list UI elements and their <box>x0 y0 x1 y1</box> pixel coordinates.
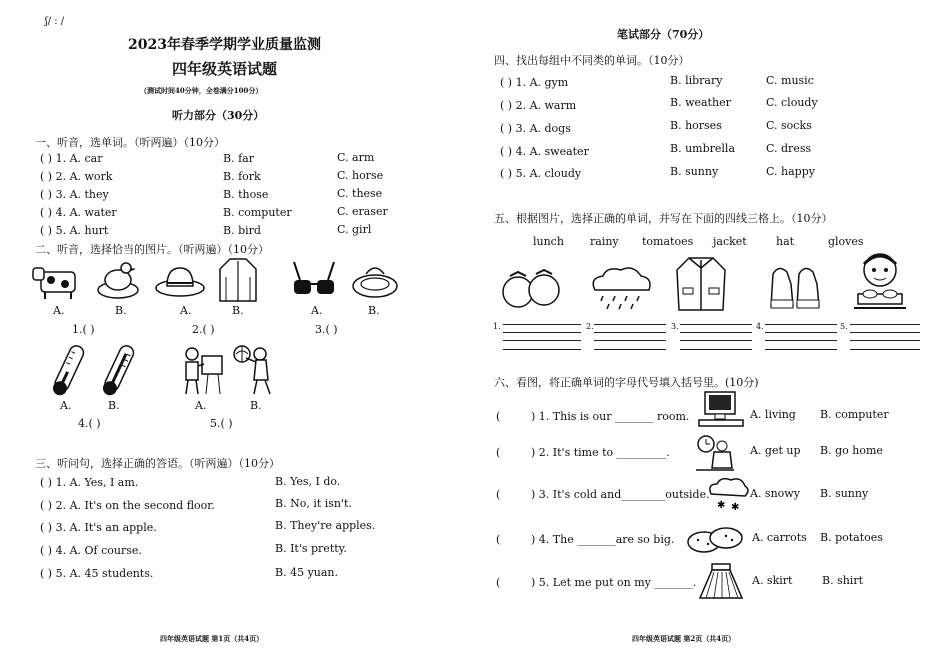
section4-q2-b: B. weather <box>670 96 731 109</box>
page2-footer: 四年级英语试题 第2页（共4页） <box>632 634 736 643</box>
section6-q5: ) 5. Let me put on my _______. <box>531 576 697 589</box>
section1-q3-c: C. these <box>337 187 383 200</box>
section6-q5-b: B. shirt <box>822 574 864 587</box>
word-bank-item: hat <box>776 235 795 248</box>
section4-q5-b: B. sunny <box>670 165 719 178</box>
option-label: A. <box>60 399 72 412</box>
section4-q5: ( ) 5. A. cloudy <box>500 167 582 180</box>
section1-q1-c: C. arm <box>337 151 375 164</box>
section6-q1-b: B. computer <box>820 408 889 421</box>
option-label: A. <box>180 304 192 317</box>
answer-blank: 3.( ) <box>315 323 338 336</box>
section6-q4-a: A. carrots <box>752 531 807 544</box>
section4-q4: ( ) 4. A. sweater <box>500 145 589 158</box>
skirt-icon <box>698 562 744 602</box>
section3-q5-b: B. 45 yuan. <box>275 566 339 579</box>
section6-q2-b: B. go home <box>820 444 883 457</box>
corner-mark: ʃ/ : / <box>45 16 65 27</box>
written-part-heading: 笔试部分（70分） <box>617 28 710 41</box>
cow-icon <box>33 262 83 300</box>
section6-paren: ( <box>496 533 501 546</box>
section3-q5: ( ) 5. A. 45 students. <box>40 567 154 580</box>
word-bank-item: tomatoes <box>642 235 694 248</box>
writing-number: 5. <box>840 322 848 331</box>
section1-q2-b: B. fork <box>223 170 261 183</box>
answer-blank: 2.( ) <box>192 323 215 336</box>
section1-q3: ( ) 3. A. they <box>40 188 109 201</box>
svg-text:✱: ✱ <box>717 500 726 511</box>
option-label: B. <box>232 304 244 317</box>
section2-heading: 二、听音，选择恰当的图片。（听两遍）（10分） <box>35 243 269 256</box>
word-bank-item: rainy <box>590 235 619 248</box>
svg-text:✱: ✱ <box>731 502 740 513</box>
answer-blank: 1.( ) <box>72 323 95 336</box>
option-label: A. <box>53 304 65 317</box>
clock-boy-icon <box>692 432 736 472</box>
boat-icon <box>350 260 400 300</box>
section1-q3-b: B. those <box>223 188 269 201</box>
page1-footer: 四年级英语试题 第1页（共4页） <box>160 634 264 643</box>
section3-q3: ( ) 3. A. It's an apple. <box>40 521 157 534</box>
computer-icon <box>697 390 745 428</box>
word-bank-item: gloves <box>828 235 864 248</box>
section6-q3-b: B. sunny <box>820 487 869 500</box>
option-label: A. <box>311 304 323 317</box>
section6-q4-b: B. potatoes <box>820 531 883 544</box>
section6-paren: ( <box>496 576 501 589</box>
section4-q4-c: C. dress <box>766 142 812 155</box>
section3-q1-b: B. Yes, I do. <box>275 475 341 488</box>
answer-blank: 4.( ) <box>78 417 101 430</box>
section1-q2: ( ) 2. A. work <box>40 170 113 183</box>
section4-q5-c: C. happy <box>766 165 815 178</box>
section4-q1: ( ) 1. A. gym <box>500 76 569 89</box>
snow-cloud-icon <box>705 476 751 512</box>
hat-icon <box>155 264 205 298</box>
word-bank-item: lunch <box>533 235 564 248</box>
answer-blank: 5.( ) <box>210 417 233 430</box>
section3-q3-b: B. They're apples. <box>275 519 376 532</box>
gloves-icon <box>765 260 825 312</box>
section3-q4: ( ) 4. A. Of course. <box>40 544 142 557</box>
section1-q1: ( ) 1. A. car <box>40 152 103 165</box>
coat-icon <box>218 257 258 303</box>
section1-heading: 一、听音，选单词。（听两遍）（10分） <box>35 136 225 149</box>
jacket-icon <box>675 254 727 314</box>
writing-number: 1. <box>493 322 501 331</box>
word-bank-item: jacket <box>713 235 747 248</box>
section5-heading: 五、根据图片，选择正确的单词，并写在下面的四线三格上。（10分） <box>494 212 833 225</box>
section6-q3: ) 3. It's cold and________outside. <box>531 488 710 501</box>
section4-q2: ( ) 2. A. warm <box>500 99 577 112</box>
section4-q3-c: C. socks <box>766 119 812 132</box>
hen-icon <box>96 260 140 300</box>
section3-q1: ( ) 1. A. Yes, I am. <box>40 476 139 489</box>
section6-q4: ) 4. The _______are so big. <box>531 533 675 546</box>
listening-part-heading: 听力部分（30分） <box>172 109 265 122</box>
section4-q1-b: B. library <box>670 74 723 87</box>
section3-q4-b: B. It's pretty. <box>275 542 347 555</box>
thermometer-icon <box>50 342 86 400</box>
potatoes-icon <box>686 524 746 554</box>
option-label: A. <box>195 399 207 412</box>
section6-q3-a: A. snowy <box>750 487 800 500</box>
rain-cloud-icon <box>585 264 657 312</box>
section6-paren: ( <box>496 410 501 423</box>
writing-number: 2. <box>586 322 594 331</box>
section1-q4-b: B. computer <box>223 206 292 219</box>
writing-number: 3. <box>671 322 679 331</box>
lunch-boy-icon <box>852 250 908 314</box>
section4-q3: ( ) 3. A. dogs <box>500 122 571 135</box>
section4-q3-b: B. horses <box>670 119 722 132</box>
painting-icon <box>178 346 226 396</box>
section1-q5-c: C. girl <box>337 223 372 236</box>
exam-title: 2023年春季学期学业质量监测 <box>128 37 321 53</box>
writing-number: 4. <box>756 322 764 331</box>
section6-paren: ( <box>496 446 501 459</box>
section4-heading: 四、找出每组中不同类的单词。（10分） <box>494 54 690 67</box>
section6-q1: ) 1. This is our _______ room. <box>531 410 690 423</box>
glasses-icon <box>290 260 338 300</box>
section6-heading: 六、看图，将正确单词的字母代号填入括号里。(10分) <box>494 376 759 389</box>
option-label: B. <box>368 304 380 317</box>
section3-q2-b: B. No, it isn't. <box>275 497 352 510</box>
section1-q5-b: B. bird <box>223 224 261 237</box>
section6-q1-a: A. living <box>750 408 796 421</box>
section1-q5: ( ) 5. A. hurt <box>40 224 109 237</box>
section3-q2: ( ) 2. A. It's on the second floor. <box>40 499 215 512</box>
section4-q1-c: C. music <box>766 74 814 87</box>
section6-q2: ) 2. It's time to _________. <box>531 446 670 459</box>
thermometer-icon <box>100 342 136 400</box>
section6-q5-a: A. skirt <box>752 574 793 587</box>
section6-paren: ( <box>496 488 501 501</box>
tomato-icon <box>500 262 564 310</box>
option-label: B. <box>250 399 262 412</box>
option-label: B. <box>115 304 127 317</box>
section1-q4-c: C. eraser <box>337 205 388 218</box>
section1-q1-b: B. far <box>223 152 254 165</box>
exam-info: （测试时间40分钟，全卷满分100分） <box>140 86 263 95</box>
section6-q2-a: A. get up <box>750 444 801 457</box>
section1-q2-c: C. horse <box>337 169 384 182</box>
volleyball-icon <box>232 344 276 396</box>
section4-q2-c: C. cloudy <box>766 96 818 109</box>
exam-subtitle: 四年级英语试题 <box>172 60 278 78</box>
section3-heading: 三、听问句，选择正确的答语。（听两遍）（10分） <box>35 457 280 470</box>
section4-q4-b: B. umbrella <box>670 142 735 155</box>
section1-q4: ( ) 4. A. water <box>40 206 117 219</box>
option-label: B. <box>108 399 120 412</box>
